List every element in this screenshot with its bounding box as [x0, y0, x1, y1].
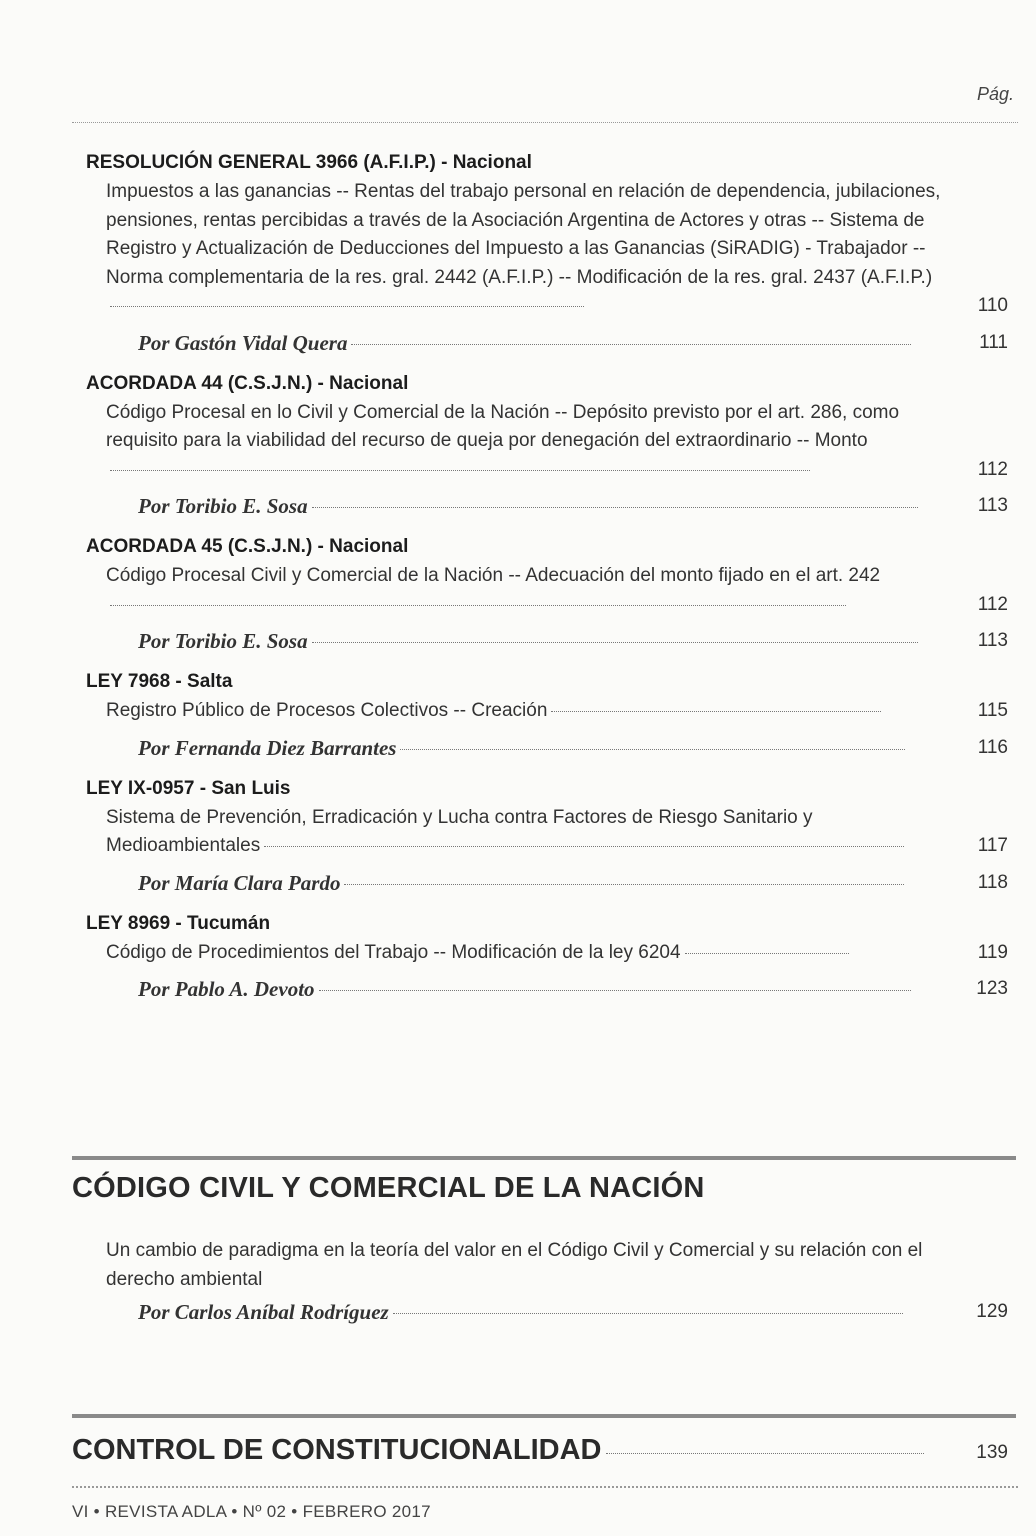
toc-author-entry[interactable]: [106, 1298, 1008, 1326]
author-name: Por María Clara Pardo: [138, 870, 341, 895]
dot-leader: [393, 1312, 903, 1314]
toc-author-entry[interactable]: [86, 329, 1008, 357]
entry-page-number: 110: [977, 295, 1008, 316]
entry-page-number: 119: [977, 941, 1008, 963]
toc-entry[interactable]: [106, 1237, 1008, 1294]
dot-leader: [110, 604, 846, 606]
entry-page-number: 112: [977, 593, 1008, 615]
dot-leader: [110, 305, 584, 307]
author-page-number: 113: [977, 495, 1008, 516]
dot-leader: [319, 989, 911, 991]
toc-author-entry[interactable]: [86, 492, 1008, 520]
section-heading: ACORDADA 44 (C.S.J.N.) - Nacional: [86, 372, 409, 394]
toc-entry[interactable]: [86, 697, 1008, 726]
dot-leader: [685, 952, 849, 954]
dot-leader: [264, 845, 904, 847]
author-name: Por Pablo A. Devoto: [138, 977, 315, 1001]
dot-leader: [351, 343, 911, 345]
toc-entry[interactable]: [86, 939, 1008, 968]
toc-section-ley-7968: [86, 669, 1008, 762]
author-page-number: 113: [977, 630, 1008, 651]
page-footer: VI • REVISTA ADLA • Nº 02 • FEBRERO 2017: [72, 1502, 431, 1521]
dot-leader: [312, 641, 918, 643]
dot-leader: [400, 748, 905, 750]
toc-author-entry[interactable]: [86, 975, 1008, 1003]
author-page-number: 118: [977, 871, 1008, 893]
section-page-number: 139: [976, 1442, 1008, 1463]
section-heading: RESOLUCIÓN GENERAL 3966 (A.F.I.P.) - Nacional: [86, 152, 532, 173]
entry-text: Sistema de Prevención, Erradicación y Lucha contra Factores de Riesgo Sanitario y Medioambientales: [106, 806, 813, 856]
section-divider: [72, 1414, 1016, 1418]
table-of-contents: [86, 150, 1008, 1017]
toc-author-entry[interactable]: [86, 627, 1008, 655]
entry-text: Registro Público de Procesos Colectivos -- Creación: [106, 700, 548, 721]
entry-page-number: 112: [977, 458, 1008, 480]
author-name: Por Gastón Vidal Quera: [138, 330, 348, 355]
toc-section-resolucion-3966: [86, 150, 1008, 357]
author-name: Por Toribio E. Sosa: [138, 629, 308, 653]
entry-text: Un cambio de paradigma en la teoría del valor en el Código Civil y Comercial y su relación con el derecho ambiental: [106, 1240, 923, 1290]
author-name: Por Toribio E. Sosa: [138, 494, 308, 518]
page-column-label: Pág.: [976, 84, 1014, 104]
author-page-number: 129: [976, 1301, 1008, 1322]
author-page-number: 123: [976, 978, 1008, 999]
author-page-number: 116: [977, 736, 1008, 758]
section-title-codigo-civil[interactable]: CÓDIGO CIVIL Y COMERCIAL DE LA NACIÓN: [72, 1172, 705, 1204]
section-control-constitucionalidad[interactable]: [72, 1434, 1008, 1474]
dot-leader: [344, 883, 904, 885]
toc-entry[interactable]: [86, 804, 1008, 861]
toc-author-entry[interactable]: [86, 869, 1008, 897]
entry-page-number: 117: [977, 835, 1008, 856]
toc-author-entry[interactable]: [86, 734, 1008, 762]
toc-entry[interactable]: [86, 399, 1008, 485]
section-divider: [72, 1156, 1016, 1160]
dot-leader: [551, 710, 881, 712]
author-name: Por Carlos Aníbal Rodríguez: [138, 1300, 389, 1324]
entry-text: Código Procesal Civil y Comercial de la Nación -- Adecuación del monto fijado en el art. 242: [106, 565, 881, 586]
toc-section-ley-ix-0957: [86, 776, 1008, 897]
toc-entry[interactable]: [86, 562, 1008, 619]
entry-page-number: 115: [977, 700, 1008, 721]
bottom-divider: [72, 1486, 1018, 1488]
section-heading: LEY 8969 - Tucumán: [86, 912, 271, 934]
ccc-entry-block: [106, 1237, 1008, 1326]
section-title: CONTROL DE CONSTITUCIONALIDAD: [72, 1434, 602, 1466]
section-heading: LEY 7968 - Salta: [86, 671, 233, 692]
entry-text: Impuestos a las ganancias -- Rentas del trabajo personal en relación de dependencia, jubilaciones, pensiones, rentas percibidas a través de la Asociación Argentina de Actores y otras -- Sistema de Registro y Actualización de Deducciones del Impuesto a las Ganancias (SiRADIG) - Trabajador -- Norma complementaria de la res. gral. 2442 (A.F.I.P.) -- Modificación de la res. gral. 2437 (A.F.I.P.): [106, 181, 941, 288]
top-divider: [72, 122, 1018, 123]
dot-leader: [606, 1452, 924, 1454]
entry-text: Código de Procedimientos del Trabajo -- Modificación de la ley 6204: [106, 941, 681, 963]
section-heading: LEY IX-0957 - San Luis: [86, 777, 291, 799]
entry-text: Código Procesal en lo Civil y Comercial de la Nación -- Depósito previsto por el art. 286, como requisito para la viabilidad del recurso de queja por denegación del extraordinario -- Monto: [106, 401, 900, 451]
toc-entry[interactable]: [86, 178, 1008, 321]
toc-section-ley-8969: [86, 911, 1008, 1004]
section-heading: ACORDADA 45 (C.S.J.N.) - Nacional: [86, 536, 409, 557]
toc-section-acordada-45: [86, 534, 1008, 655]
toc-section-acordada-44: [86, 371, 1008, 521]
author-name: Por Fernanda Diez Barrantes: [138, 735, 397, 760]
dot-leader: [110, 469, 810, 471]
author-page-number: 111: [979, 331, 1008, 353]
dot-leader: [312, 506, 918, 508]
